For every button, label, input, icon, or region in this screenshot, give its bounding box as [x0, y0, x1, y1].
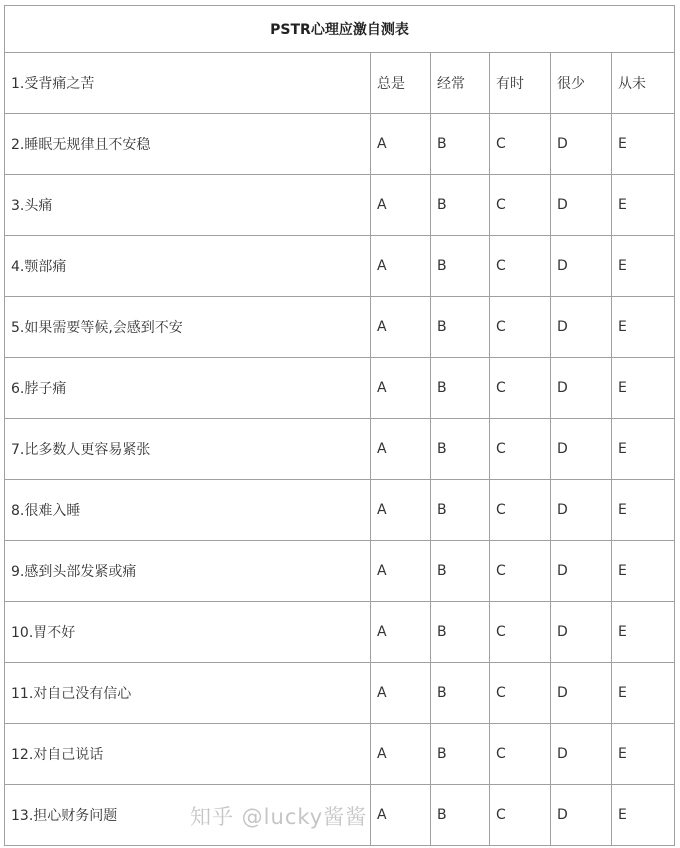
choice-cell: D	[551, 114, 612, 175]
choice-cell: E	[612, 175, 675, 236]
choice-cell: C	[490, 602, 551, 663]
choice-cell: D	[551, 175, 612, 236]
choice-cell: D	[551, 480, 612, 541]
item-cell: 4.颚部痛	[5, 236, 371, 297]
choice-cell: B	[431, 114, 490, 175]
choice-cell: B	[431, 480, 490, 541]
item-cell: 9.感到头部发紧或痛	[5, 541, 371, 602]
choice-cell: B	[431, 724, 490, 785]
table-row	[5, 297, 675, 358]
choice-cell: A	[371, 541, 431, 602]
choice-cell: B	[431, 175, 490, 236]
table-row	[5, 114, 675, 175]
choice-cell: E	[612, 602, 675, 663]
choice-cell: E	[612, 785, 675, 846]
table-row	[5, 419, 675, 480]
choice-cell: B	[431, 358, 490, 419]
item-cell: 1.受背痛之苦	[5, 53, 371, 114]
table-row	[5, 724, 675, 785]
choice-cell: D	[551, 236, 612, 297]
choice-cell: D	[551, 663, 612, 724]
option-header-sometimes: 有时	[490, 53, 551, 114]
choice-cell: E	[612, 724, 675, 785]
item-cell: 12.对自己说话	[5, 724, 371, 785]
choice-cell: C	[490, 480, 551, 541]
header-row	[5, 53, 675, 114]
choice-cell: C	[490, 114, 551, 175]
item-cell: 10.胃不好	[5, 602, 371, 663]
item-cell: 11.对自己没有信心	[5, 663, 371, 724]
item-cell: 5.如果需要等候,会感到不安	[5, 297, 371, 358]
choice-cell: A	[371, 724, 431, 785]
choice-cell: A	[371, 663, 431, 724]
choice-cell: A	[371, 480, 431, 541]
choice-cell: E	[612, 114, 675, 175]
choice-cell: C	[490, 541, 551, 602]
item-cell: 6.脖子痛	[5, 358, 371, 419]
choice-cell: E	[612, 419, 675, 480]
table-row	[5, 602, 675, 663]
table-row	[5, 358, 675, 419]
table-row	[5, 663, 675, 724]
table-row	[5, 480, 675, 541]
choice-cell: D	[551, 297, 612, 358]
choice-cell: A	[371, 419, 431, 480]
option-header-often: 经常	[431, 53, 490, 114]
choice-cell: D	[551, 785, 612, 846]
choice-cell: B	[431, 297, 490, 358]
choice-cell: D	[551, 419, 612, 480]
choice-cell: C	[490, 724, 551, 785]
item-cell: 3.头痛	[5, 175, 371, 236]
choice-cell: A	[371, 785, 431, 846]
table-row	[5, 236, 675, 297]
choice-cell: A	[371, 602, 431, 663]
choice-cell: E	[612, 236, 675, 297]
choice-cell: B	[431, 663, 490, 724]
option-header-always: 总是	[371, 53, 431, 114]
table-row	[5, 541, 675, 602]
item-cell: 7.比多数人更容易紧张	[5, 419, 371, 480]
choice-cell: E	[612, 358, 675, 419]
choice-cell: D	[551, 724, 612, 785]
item-cell: 2.睡眠无规律且不安稳	[5, 114, 371, 175]
choice-cell: B	[431, 785, 490, 846]
choice-cell: B	[431, 541, 490, 602]
choice-cell: C	[490, 297, 551, 358]
choice-cell: C	[490, 419, 551, 480]
zhihu-watermark: 知乎 @lucky酱酱	[190, 805, 368, 829]
choice-cell: D	[551, 358, 612, 419]
choice-cell: C	[490, 236, 551, 297]
option-header-rarely: 很少	[551, 53, 612, 114]
choice-cell: C	[490, 663, 551, 724]
choice-cell: A	[371, 114, 431, 175]
choice-cell: C	[490, 785, 551, 846]
choice-cell: D	[551, 602, 612, 663]
choice-cell: A	[371, 175, 431, 236]
item-cell: 8.很难入睡	[5, 480, 371, 541]
table-row	[5, 175, 675, 236]
choice-cell: A	[371, 358, 431, 419]
choice-cell: A	[371, 297, 431, 358]
choice-cell: E	[612, 663, 675, 724]
choice-cell: B	[431, 602, 490, 663]
pstr-stress-table	[4, 5, 675, 846]
choice-cell: C	[490, 358, 551, 419]
option-header-never: 从未	[612, 53, 675, 114]
choice-cell: E	[612, 480, 675, 541]
choice-cell: C	[490, 175, 551, 236]
title-row	[5, 6, 675, 53]
choice-cell: E	[612, 541, 675, 602]
item-cell: 13.担心财务问题	[5, 785, 371, 846]
table-title: PSTR心理应激自测表	[5, 6, 675, 53]
choice-cell: D	[551, 541, 612, 602]
choice-cell: A	[371, 236, 431, 297]
choice-cell: B	[431, 236, 490, 297]
choice-cell: B	[431, 419, 490, 480]
choice-cell: E	[612, 297, 675, 358]
table-row	[5, 785, 675, 846]
